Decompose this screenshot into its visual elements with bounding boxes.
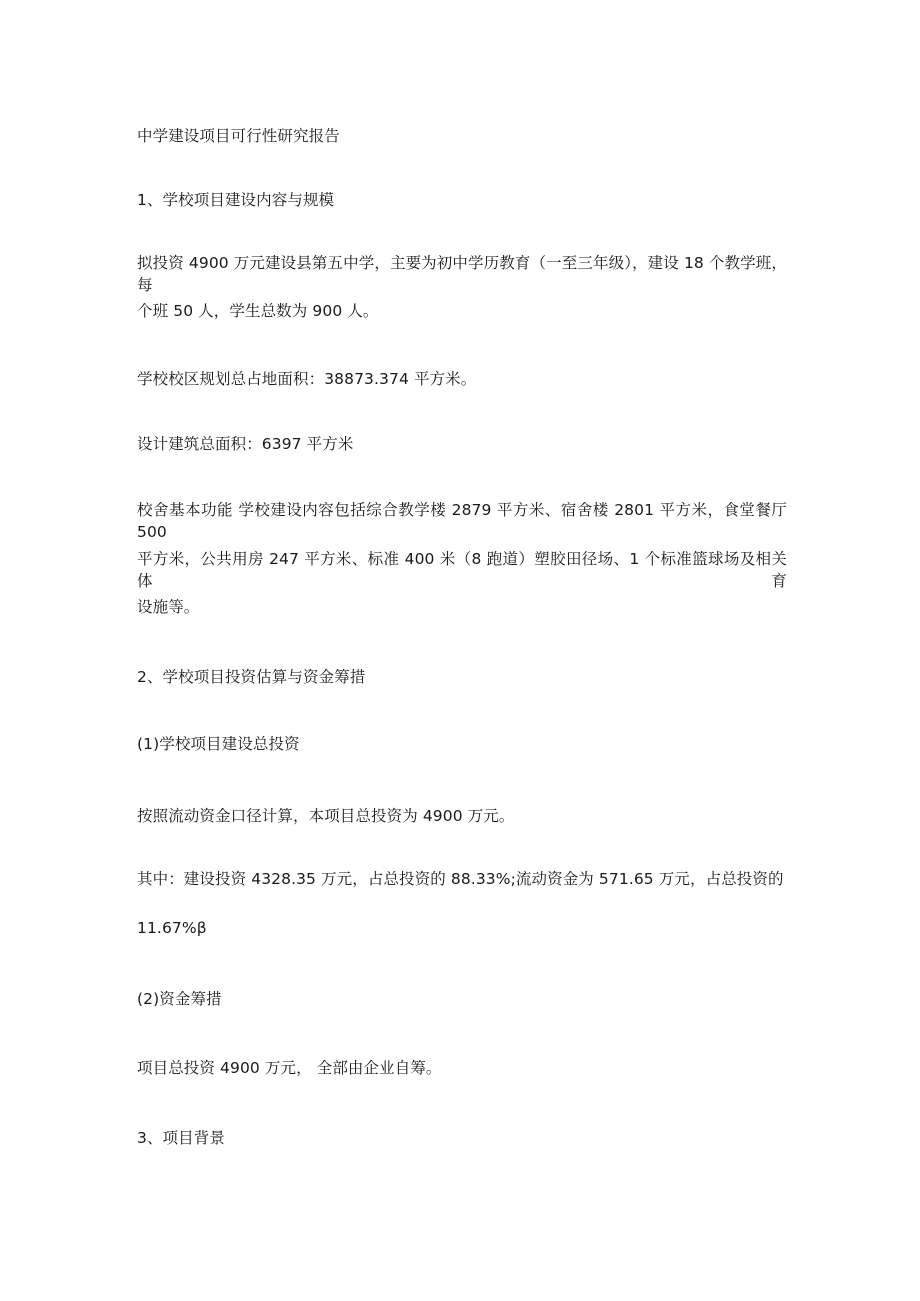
functions-line-2: 平方米，公共用房 247 平方米、标准 400 米（8 跑道）塑胶田径场、1 个标准篮球场及相关体育	[137, 550, 787, 590]
subsection-1-heading: (1)学校项目建设总投资	[137, 735, 300, 753]
section-2-heading: 2、学校项目投资估算与资金筹措	[137, 668, 366, 686]
site-area-text: 学校校区规划总占地面积：38873.374 平方米。	[137, 370, 477, 388]
section-3-heading: 3、项目背景	[137, 1129, 225, 1147]
document-page	[137, 0, 787, 1301]
section-1-paragraph-line-2: 个班 50 人，学生总数为 900 人。	[137, 302, 379, 320]
subsection-1-paragraph: 按照流动资金口径计算，本项目总投资为 4900 万元。	[137, 807, 515, 825]
document-title: 中学建设项目可行性研究报告	[137, 127, 340, 145]
subsection-2-paragraph: 项目总投资 4900 万元， 全部由企业自筹。	[137, 1059, 442, 1077]
subsection-2-heading: (2)资金筹措	[137, 990, 222, 1008]
investment-detail-line-1: 其中：建设投资 4328.35 万元，占总投资的 88.33%;流动资金为 571.65 万元，占总投资的	[137, 870, 784, 888]
investment-detail-line-2: 11.67%β	[137, 919, 207, 937]
functions-line-1: 校舍基本功能 学校建设内容包括综合教学楼 2879 平方米、宿舍楼 2801 平方米，食堂餐厅 500	[137, 501, 787, 541]
section-1-paragraph-line-1: 拟投资 4900 万元建设县第五中学，主要为初中学历教育（一至三年级），建设 18 个教学班，每	[137, 254, 787, 294]
section-1-heading: 1、学校项目建设内容与规模	[137, 191, 335, 209]
functions-line-3: 设施等。	[137, 598, 200, 616]
building-area-text: 设计建筑总面积：6397 平方米	[137, 435, 354, 453]
